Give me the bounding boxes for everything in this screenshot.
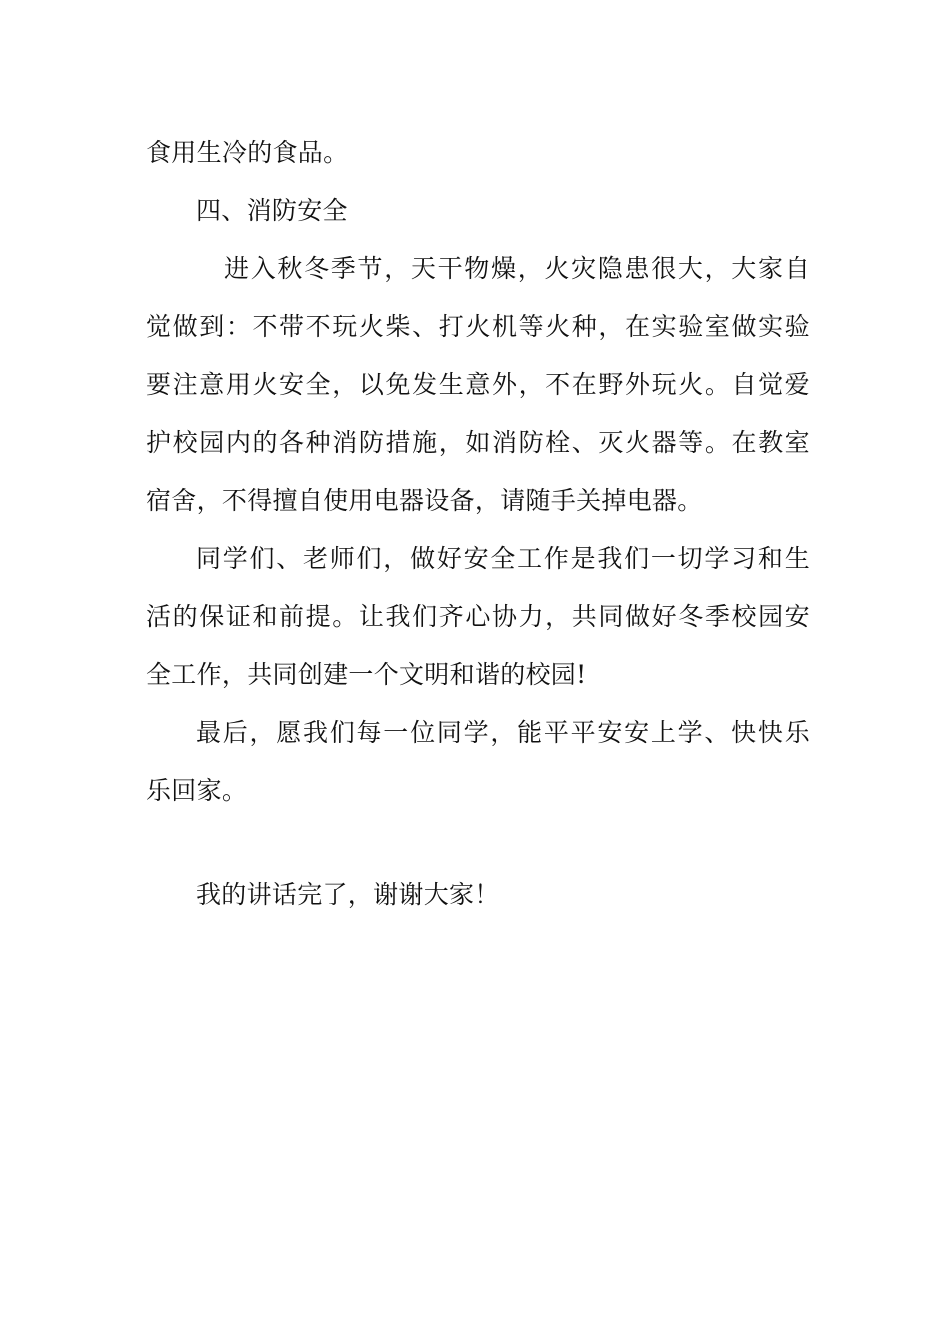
text-line: 全工作，共同创建一个文明和谐的校园! [146, 660, 587, 689]
closing-remark [146, 866, 810, 924]
text-line: 护校园内的各种消防措施，如消防栓、灭火器等。在教室 [146, 428, 810, 457]
text-line: 觉做到：不带不玩火柴、打火机等火种，在实验室做实验 [146, 312, 810, 341]
section-heading: 四、消防安全 [196, 196, 348, 225]
text-line: 活的保证和前提。让我们齐心协力，共同做好冬季校园安 [146, 602, 810, 631]
text-line: 乐回家。 [146, 776, 248, 805]
text-line: 要注意用火安全，以免发生意外，不在野外玩火。自觉爱 [146, 370, 810, 399]
document-body [146, 124, 810, 820]
text-line: 进入秋冬季节，天干物燥，火灾隐患很大，大家自 [224, 254, 810, 283]
text-line: 同学们、老师们，做好安全工作是我们一切学习和生 [196, 544, 810, 573]
text-line: 最后，愿我们每一位同学，能平平安安上学、快快乐 [196, 718, 810, 747]
closing-line: 我的讲话完了，谢谢大家！ [196, 880, 500, 909]
text-line: 食用生冷的食品。 [146, 138, 349, 167]
text-line: 宿舍，不得擅自使用电器设备，请随手关掉电器。 [146, 486, 703, 515]
